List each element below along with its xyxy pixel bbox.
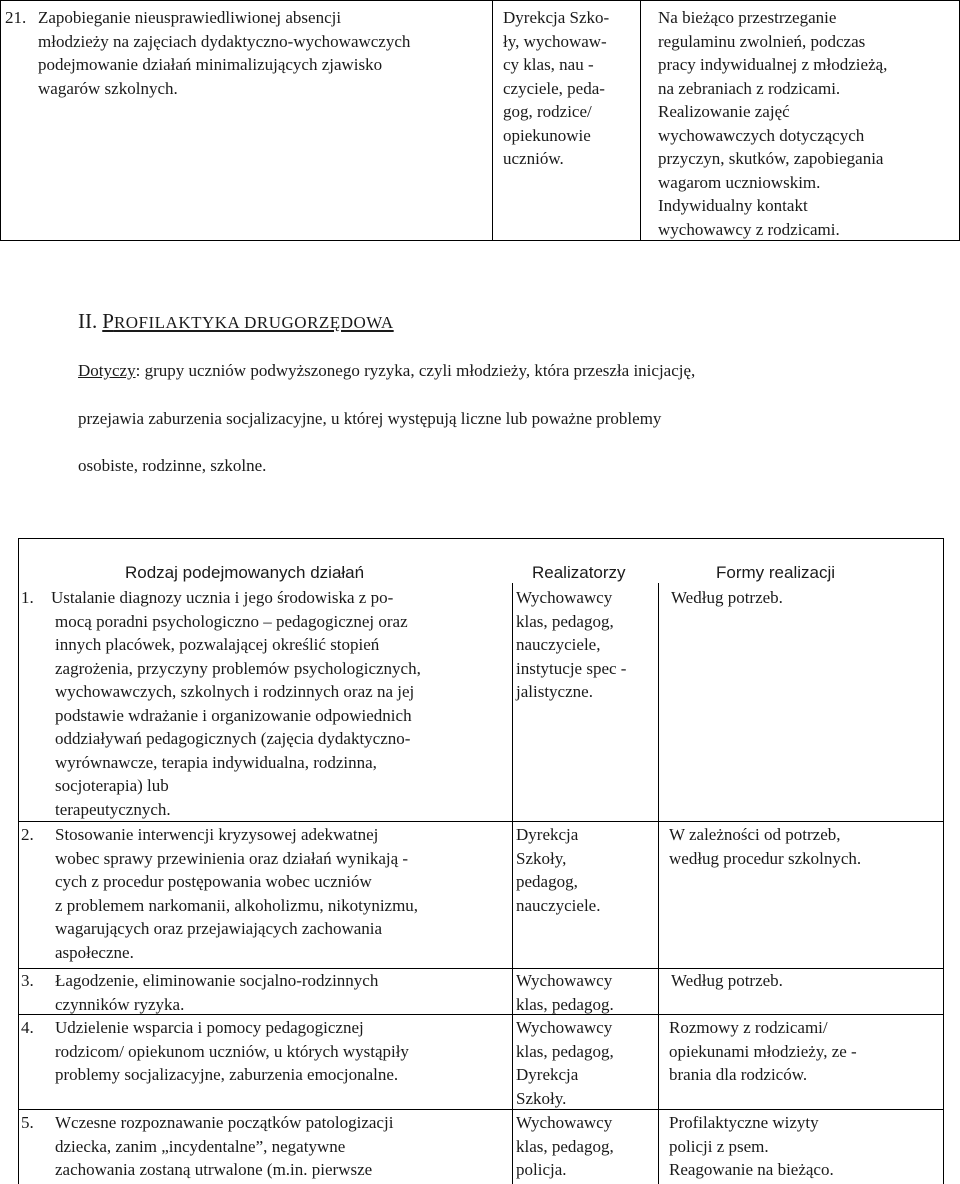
row-21-who-cell [492, 0, 641, 241]
intro-label: Dotyczy [78, 361, 136, 380]
text-line: socjoterapia) lub [55, 776, 169, 795]
row-1-action [51, 586, 421, 821]
row-number: 1. [21, 588, 34, 607]
text-line: opiekunowie [503, 125, 591, 145]
row-1-realizers [516, 586, 626, 704]
text-line: podstawie wdrażanie i organizowanie odpowiednich [55, 705, 412, 725]
header-realizers: Realizatorzy [532, 563, 626, 582]
row-21-form-text [658, 6, 887, 241]
row-4-realizers [516, 1016, 614, 1110]
text-line: Wychowawcy [516, 588, 613, 607]
text-line: Dyrekcja [516, 1065, 579, 1084]
text-line: gog, rodzice/ [503, 102, 592, 121]
text-line: policji z psem. [669, 1136, 769, 1156]
row-4-action [55, 1016, 409, 1087]
text-line: klas, pedagog, [516, 611, 614, 631]
text-line: wychowawczych dotyczących [658, 125, 865, 145]
text-line: podejmowanie działań minimalizujących zjawisko [38, 55, 383, 74]
section-heading [78, 309, 394, 334]
row-5-realizers [516, 1111, 614, 1182]
text-line: klas, pedagog. [516, 994, 614, 1014]
text-line: instytucje spec - [516, 658, 627, 678]
text-line: Wychowawcy [516, 1018, 613, 1037]
text-line: Reagowanie na bieżąco. [669, 1160, 834, 1179]
row-3-forms [671, 969, 783, 993]
text-line: według procedur szkolnych. [669, 848, 862, 868]
row-number: 21. [5, 8, 27, 27]
text-line: terapeutycznych. [55, 799, 171, 819]
text-line: Dyrekcja Szko- [503, 8, 610, 27]
text-line: Według potrzeb. [671, 588, 783, 607]
text-line: innych placówek, pozwalającej określić stopień [55, 635, 380, 654]
text-line: wobec sprawy przewinienia oraz działań wynikają - [55, 848, 409, 868]
text-line: Zapobieganie nieusprawiedliwionej absencji [38, 8, 342, 27]
actions-table [18, 538, 944, 1184]
text-line: klas, pedagog, [516, 1041, 614, 1061]
row-3-realizers [516, 969, 614, 1016]
table-border [943, 538, 944, 1184]
text-line: uczniów. [503, 149, 564, 168]
row-2-action [55, 823, 418, 964]
text-line: wychowawczych, szkolnych i rodzinnych oraz na jej [55, 682, 415, 701]
text-line: problemy socjalizacyjne, zaburzenia emocjonalne. [55, 1065, 399, 1084]
text-line: Wychowawcy [516, 1113, 613, 1132]
text-line: Ustalanie diagnozy ucznia i jego środowiska z po- [51, 588, 394, 607]
text-line: oddziaływań pedagogicznych (zajęcia dydaktyczno- [55, 729, 411, 748]
text-line: nauczyciele. [516, 895, 601, 915]
text-line: przyczyn, skutków, zapobiegania [658, 149, 884, 168]
row-number: 5. [21, 1113, 34, 1132]
text-line: cych z procedur postępowania wobec uczniów [55, 872, 372, 891]
row-4-forms [669, 1016, 857, 1087]
row-21-action-cell [0, 0, 493, 241]
text-line: dziecka, zanim „incydentalne”, negatywne [55, 1136, 346, 1156]
text-line: zachowania zostaną utrwalone (m.in. pierwsze [55, 1160, 373, 1179]
text-line: ły, wychowaw- [503, 31, 607, 51]
text-line: mocą poradni psychologiczno – pedagogicznej oraz [55, 611, 408, 631]
text-line: Na bieżąco przestrzeganie [658, 8, 837, 27]
text-line: cy klas, nau - [503, 55, 594, 74]
text-line: Szkoły, [516, 848, 567, 868]
row-2-realizers [516, 823, 600, 917]
row-5-action [55, 1111, 393, 1182]
text-line: z problemem narkomanii, alkoholizmu, nikotynizmu, [55, 895, 419, 915]
text-line: Indywidualny kontakt [658, 196, 808, 215]
row-2-forms [669, 823, 861, 870]
text-line: Wychowawcy [516, 971, 613, 990]
text-line: policja. [516, 1160, 567, 1179]
text-line: Według potrzeb. [671, 971, 783, 990]
intro-line-1 [78, 361, 695, 381]
text-line: młodzieży na zajęciach dydaktyczno-wychowawczych [38, 31, 411, 51]
text-line: wagarom uczniowskim. [658, 172, 821, 192]
text-line: Realizowanie zajęć [658, 102, 790, 121]
row-divider [18, 821, 944, 822]
row-number: 3. [21, 971, 34, 990]
continued-table [0, 0, 960, 243]
row-number: 4. [21, 1018, 34, 1037]
text-line: Stosowanie interwencji kryzysowej adekwatnej [55, 825, 379, 844]
section-title-first-letter: P [102, 309, 114, 333]
text-line: jalistyczne. [516, 682, 593, 701]
text-line: pracy indywidualnej z młodzieżą, [658, 55, 888, 74]
section-number: II. [78, 309, 98, 333]
text-line: wagarujących oraz przejawiających zachowania [55, 919, 383, 938]
column-divider [512, 583, 513, 1184]
header-actions: Rodzaj podejmowanych działań [125, 563, 365, 582]
text-line: brania dla rodziców. [669, 1065, 808, 1084]
header-forms: Formy realizacji [716, 563, 836, 582]
text-line: rodzicom/ opiekunom uczniów, u których wystąpiły [55, 1041, 409, 1061]
row-21-form-cell [640, 0, 960, 241]
text-line: opiekunami młodzieży, ze - [669, 1041, 857, 1061]
row-3-action [55, 969, 378, 1016]
text-line: nauczyciele, [516, 635, 601, 654]
text-line: czyciele, peda- [503, 78, 605, 98]
text-line: Szkoły. [516, 1088, 567, 1108]
row-5-forms [669, 1111, 834, 1182]
intro-line-3: osobiste, rodzinne, szkolne. [78, 456, 267, 475]
text-line: czynników ryzyka. [55, 994, 185, 1014]
text-line: aspołeczne. [55, 942, 134, 962]
text-line: Profilaktyczne wizyty [669, 1113, 819, 1132]
text-line: Rozmowy z rodzicami/ [669, 1018, 828, 1037]
text-line: Łagodzenie, eliminowanie socjalno-rodzinnych [55, 971, 379, 990]
text-line: regulaminu zwolnień, podczas [658, 31, 866, 51]
text-line: pedagog, [516, 872, 578, 891]
text-line: Wczesne rozpoznawanie początków patologizacji [55, 1113, 394, 1132]
row-21-action-text [38, 6, 410, 100]
text-line: Udzielenie wsparcia i pomocy pedagogicznej [55, 1018, 364, 1037]
row-1-forms [671, 586, 783, 610]
text-line: W zależności od potrzeb, [669, 825, 841, 844]
text-line: wyrównawcze, terapia indywidualna, rodzinna, [55, 752, 377, 772]
table-border [18, 538, 19, 1184]
column-divider [658, 583, 659, 1184]
text-line: Dyrekcja [516, 825, 579, 844]
text-line: na zebraniach z rodzicami. [658, 78, 841, 98]
row-number: 2. [21, 825, 34, 844]
text-line: klas, pedagog, [516, 1136, 614, 1156]
section-title: ROFILAKTYKA DRUGORZĘDOWA [113, 313, 394, 332]
text-line: zagrożenia, przyczyny problemów psychologicznych, [55, 658, 421, 678]
row-21-who-text [503, 6, 609, 171]
text-line: wagarów szkolnych. [38, 78, 178, 98]
intro-text: : grupy uczniów podwyższonego ryzyka, czyli młodzieży, która przeszła inicjację, [135, 361, 696, 380]
table-border [18, 538, 944, 539]
intro-line-2: przejawia zaburzenia socjalizacyjne, u której występują liczne lub poważne problemy [78, 409, 662, 428]
row-divider [18, 1109, 944, 1110]
text-line: wychowawcy z rodzicami. [658, 219, 840, 239]
